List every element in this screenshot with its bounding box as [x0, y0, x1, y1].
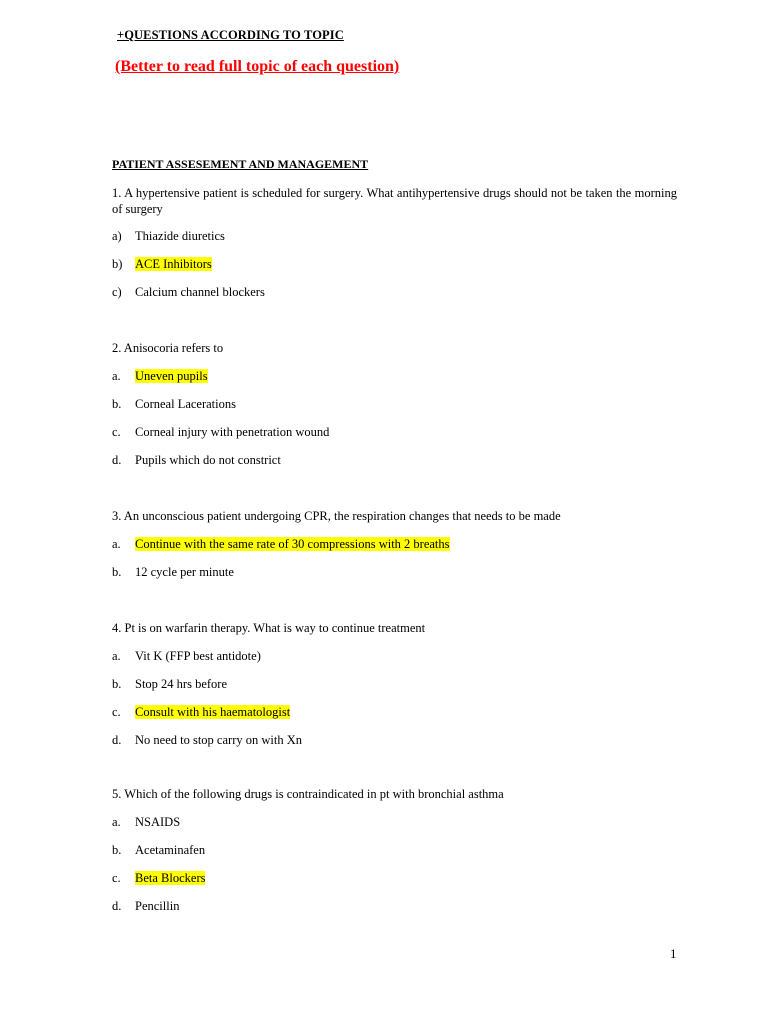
option-letter: a.: [112, 649, 121, 663]
option-text-highlighted-answer: [135, 537, 450, 552]
option-letter: b.: [112, 565, 122, 579]
question-3-text: 3. An unconscious patient undergoing CPR, the respiration changes that needs to be made: [112, 509, 561, 523]
option-letter: c.: [112, 705, 121, 719]
option-label: Corneal Lacerations: [135, 397, 236, 411]
section-title: PATIENT ASSESEMENT AND MANAGEMENT: [112, 157, 369, 171]
option-letter: a): [112, 229, 122, 243]
option-label: Consult with his haematologist: [135, 705, 291, 719]
option-label: NSAIDS: [135, 815, 181, 829]
option-text: [135, 453, 281, 468]
option-letter: b): [112, 257, 123, 271]
question-2-text: 2. Anisocoria refers to: [112, 341, 224, 355]
document-header: +QUESTIONS ACCORDING TO TOPIC: [117, 28, 344, 42]
option-label: Beta Blockers: [135, 871, 206, 885]
option-letter: c.: [112, 425, 121, 439]
option-letter: a.: [112, 369, 121, 383]
option-label: Pupils which do not constrict: [135, 453, 281, 467]
question-4-text: 4. Pt is on warfarin therapy. What is way to continue treatment: [112, 621, 426, 635]
option-label: No need to stop carry on with Xn: [135, 733, 302, 747]
option-label: Pencillin: [135, 899, 180, 913]
option-text: [135, 285, 265, 300]
document-subheader: (Better to read full topic of each question): [115, 58, 400, 75]
option-text-highlighted-answer: [135, 871, 205, 886]
option-label: Uneven pupils: [135, 369, 208, 383]
option-letter: b.: [112, 397, 122, 411]
option-text: [135, 229, 225, 244]
option-label: 12 cycle per minute: [135, 565, 234, 579]
option-label: Stop 24 hrs before: [135, 677, 227, 691]
option-text: [135, 649, 261, 664]
option-letter: a.: [112, 815, 121, 829]
option-text: [135, 815, 180, 830]
page-number: 1: [670, 946, 677, 961]
option-letter: a.: [112, 537, 121, 551]
option-label: Acetaminafen: [135, 843, 206, 857]
option-label: Continue with the same rate of 30 compressions with 2 breaths: [135, 537, 450, 551]
question-1-text: 1. A hypertensive patient is scheduled for surgery. What antihypertensive drugs should not be taken the morning of surgery: [112, 186, 677, 216]
option-letter: b.: [112, 843, 122, 857]
option-text: [135, 733, 302, 748]
option-text-highlighted-answer: [135, 257, 212, 272]
option-text: [135, 397, 236, 412]
option-letter: b.: [112, 677, 122, 691]
option-text: [135, 425, 329, 440]
option-text: [135, 565, 234, 580]
option-label: ACE Inhibitors: [135, 257, 212, 271]
option-text-highlighted-answer: [135, 369, 208, 384]
option-text: [135, 843, 205, 858]
option-label: Calcium channel blockers: [135, 285, 265, 299]
option-text-highlighted-answer: [135, 705, 290, 720]
option-letter: c.: [112, 871, 121, 885]
option-text: [135, 677, 227, 692]
question-5-text: 5. Which of the following drugs is contraindicated in pt with bronchial asthma: [112, 787, 504, 801]
option-letter: c): [112, 285, 122, 299]
option-letter: d.: [112, 733, 122, 747]
option-letter: d.: [112, 899, 122, 913]
option-text: [135, 899, 179, 914]
option-label: Vit K (FFP best antidote): [135, 649, 261, 663]
option-label: Corneal injury with penetration wound: [135, 425, 330, 439]
option-letter: d.: [112, 453, 122, 467]
option-label: Thiazide diuretics: [135, 229, 225, 243]
